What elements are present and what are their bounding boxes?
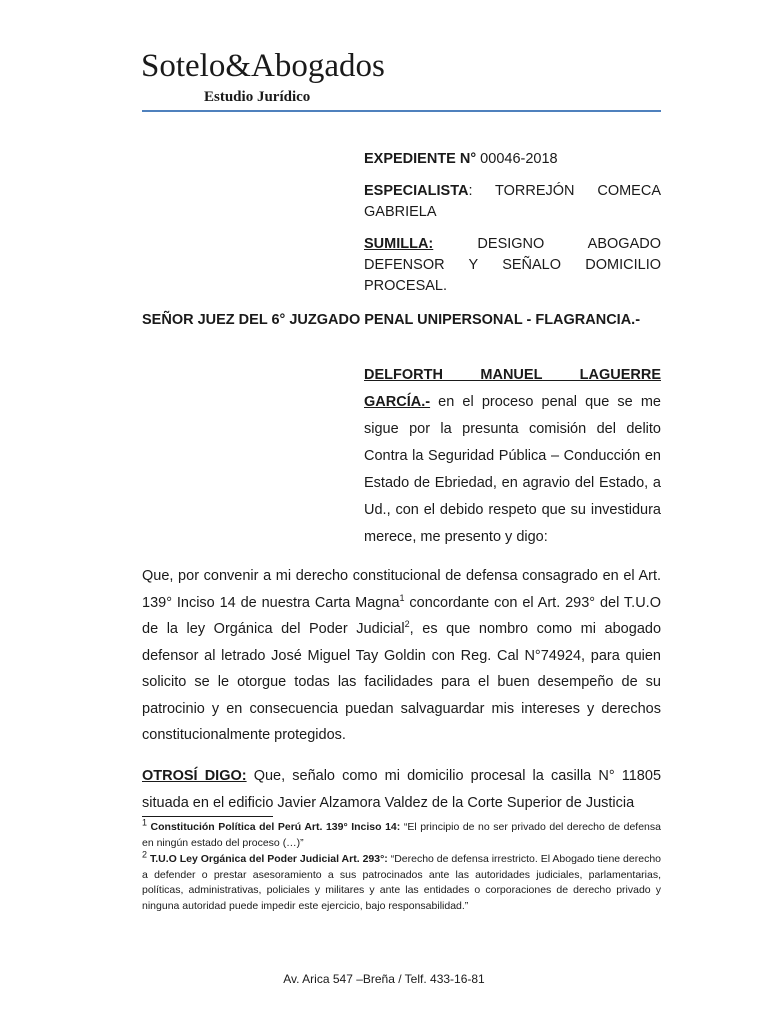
body-paragraph-2 <box>142 763 661 816</box>
petitioner-name: DELFORTH MANUEL LAGUERRE GARCÍA.- <box>364 367 661 410</box>
firm-subtitle: Estudio Jurídico <box>204 89 311 105</box>
footnote-1-title: Constitución Política del Perú Art. 139° Inciso 14: <box>147 821 401 833</box>
p1-text-c: , es que nombro como mi abogado defensor al letrado José Miguel Tay Goldin con Reg. Cal N°74924, para quien solicito se le otorgue todas las facilidades para el buen desempeño de su patrocinio y en consecuencia puedan salvaguardar mis intereses y derechos constitucionalmente protegidos. <box>142 621 662 743</box>
expediente-value: 00046-2018 <box>476 151 558 167</box>
p1-text-b: concordante con el Art. 293° del T.U.O de la ley Orgánica del Poder Judicial <box>142 594 661 637</box>
footnote-2 <box>142 849 661 914</box>
footnote-1-number: 1 <box>142 817 148 828</box>
intro-paragraph <box>364 362 661 551</box>
especialista-label: ESPECIALISTA <box>364 183 469 199</box>
footnote-1 <box>142 817 661 851</box>
footnote-1-text: “El principio de no ser privado del derecho de defensa en ningún estado del proceso (…)” <box>142 821 661 849</box>
firm-name: Sotelo&Abogados <box>141 48 385 84</box>
otrosi-text: Que, señalo como mi domicilio procesal la casilla N° 11805 situada en el edificio Javier Alzamora Valdez de la Corte Superior de Justicia <box>142 768 662 811</box>
expediente-label: EXPEDIENTE N° <box>364 151 477 167</box>
footnote-2-text: “Derecho de defensa irrestricto. El Abogado tiene derecho a defender o prestar asesoramiento a sus patrocinados ante las autoridades judiciales, parlamentarias, políticas, administrativas, policiales y militares y ante las entidades o corporaciones de derecho privado y ninguna autoridad puede impedir este ejercicio, bajo responsabilidad.” <box>142 853 661 912</box>
especialista-value: : TORREJÓN COMECA GABRIELA <box>364 183 661 220</box>
footnote-2-title: T.U.O Ley Orgánica del Poder Judicial Art. 293°: <box>147 853 388 865</box>
body-paragraph-1 <box>142 563 661 749</box>
especialista-line <box>364 181 661 223</box>
footnote-ref-1[interactable]: 1 <box>399 592 405 603</box>
footer-address: Av. Arica 547 –Breña / Telf. 433-16-81 <box>283 972 485 986</box>
intro-text: en el proceso penal que se me sigue por la presunta comisión del delito Contra la Seguridad Pública – Conducción en Estado de Ebriedad, en agravio del Estado, a Ud., con el debido respeto que su investidura merece, me presento y digo: <box>364 394 661 545</box>
footnote-separator <box>142 816 273 817</box>
sumilla-label: SUMILLA: <box>364 236 434 252</box>
footnote-2-number: 2 <box>142 849 148 860</box>
expediente-line <box>364 149 661 169</box>
header-divider <box>142 110 661 112</box>
sumilla-line <box>364 234 661 297</box>
addressee: SEÑOR JUEZ DEL 6° JUZGADO PENAL UNIPERSONAL - FLAGRANCIA.- <box>142 312 641 328</box>
footnote-ref-2[interactable]: 2 <box>404 619 410 630</box>
otrosi-label: OTROSÍ DIGO: <box>142 768 247 784</box>
sumilla-value: DESIGNO ABOGADO DEFENSOR Y SEÑALO DOMICILIO PROCESAL. <box>364 236 661 294</box>
p1-text-a: Que, por convenir a mi derecho constitucional de defensa consagrado en el Art. 139° Inciso 14 de nuestra Carta Magna <box>142 568 661 611</box>
